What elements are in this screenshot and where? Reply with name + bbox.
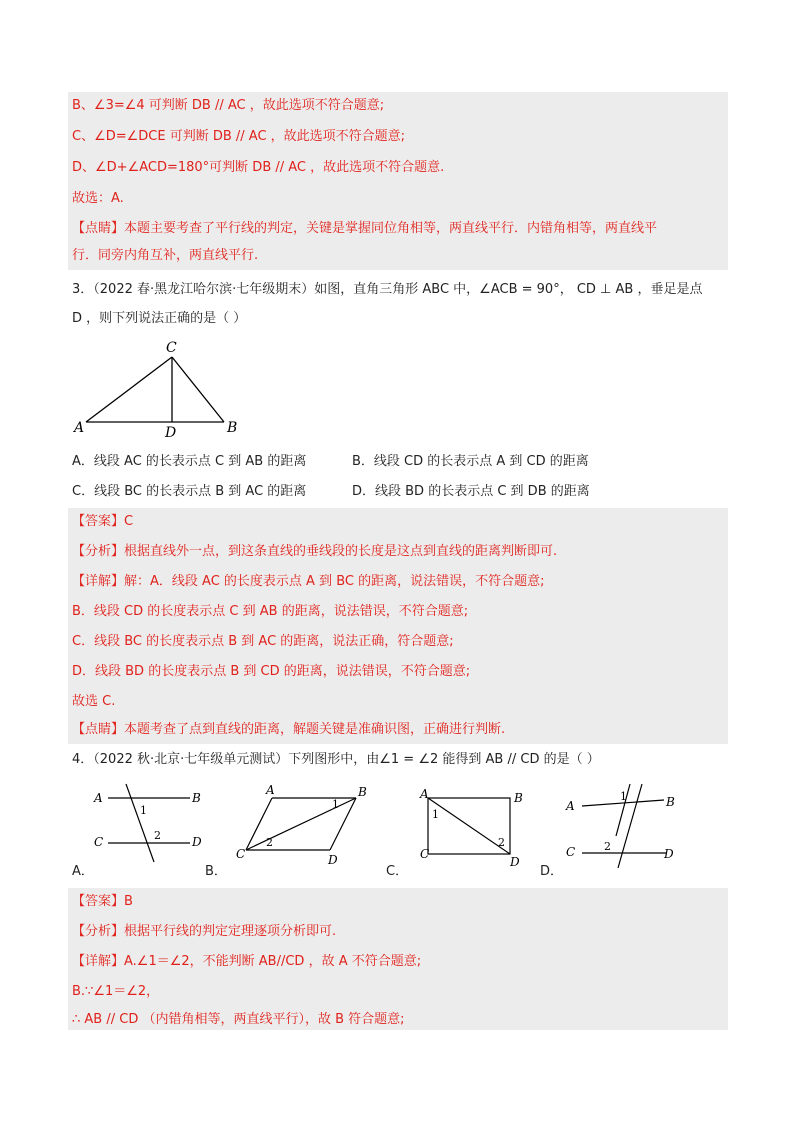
q4-analysis: 【分析】根据平行线的判定定理逐项分析即可. xyxy=(72,924,337,939)
solution-choice: 故选：A. xyxy=(72,191,124,206)
q4-answer: 【答案】B xyxy=(72,894,133,909)
label-c: C xyxy=(166,340,177,356)
svg-text:C: C xyxy=(94,835,104,849)
segment-ac xyxy=(86,357,172,422)
svg-text:A: A xyxy=(566,799,575,813)
q4-detail-2: B.∵∠1＝∠2， xyxy=(72,984,160,999)
q3-choice: 故选 C. xyxy=(72,694,116,709)
q3-option-b[interactable]: B．线段 CD 的长表示点 A 到 CD 的距离 xyxy=(352,454,589,469)
svg-text:B: B xyxy=(666,795,675,809)
q3-detail-1: 【详解】解：A．线段 AC 的长度表示点 A 到 BC 的距离，说法错误，不符合题意; xyxy=(72,574,545,589)
segment-bc xyxy=(172,357,224,422)
q4-figure-d xyxy=(560,780,690,870)
svg-text:2: 2 xyxy=(604,840,611,853)
question-4-stem: 4．（2022 秋·北京·七年级单元测试）下列图形中，由∠1 = ∠2 能得到 AB // CD 的是（ ） xyxy=(72,752,600,767)
q3-option-a[interactable]: A．线段 AC 的长表示点 C 到 AB 的距离 xyxy=(72,454,307,469)
q3-option-d[interactable]: D．线段 BD 的长表示点 C 到 DB 的距离 xyxy=(352,484,590,499)
svg-text:A: A xyxy=(266,783,275,797)
solution-block-previous xyxy=(68,92,728,270)
q3-detail-3: C．线段 BC 的长度表示点 B 到 AC 的距离，说法正确，符合题意; xyxy=(72,634,454,649)
question-3-stem-line-2: D ，则下列说法正确的是（ ） xyxy=(72,311,247,326)
q4-choice-d[interactable]: D． xyxy=(540,864,564,879)
q4-figure-a xyxy=(72,780,222,870)
svg-text:1: 1 xyxy=(620,790,627,803)
q4-choice-c[interactable]: C． xyxy=(386,864,409,879)
q4-choice-a[interactable]: A． xyxy=(72,864,94,879)
svg-text:2: 2 xyxy=(266,836,273,849)
svg-text:2: 2 xyxy=(154,829,161,842)
solution-line-d: D、∠D+∠ACD=180°可判断 DB // AC ，故此选项不符合题意. xyxy=(72,160,445,175)
comment-line-1: 【点睛】本题主要考查了平行线的判定，关键是掌握同位角相等，两直线平行．内错角相等，两直线平 xyxy=(72,221,658,236)
svg-text:1: 1 xyxy=(432,808,439,821)
svg-text:D: D xyxy=(510,855,520,869)
svg-text:A: A xyxy=(420,787,429,801)
q3-analysis: 【分析】根据直线外一点，到这条直线的垂线段的长度是这点到直线的距离判断即可. xyxy=(72,544,558,559)
q4-detail-3: ∴ AB // CD （内错角相等，两直线平行），故 B 符合题意; xyxy=(72,1012,405,1027)
q3-detail-4: D．线段 BD 的长度表示点 B 到 CD 的距离，说法错误，不符合题意; xyxy=(72,664,471,679)
svg-text:D: D xyxy=(664,847,674,861)
svg-text:C: C xyxy=(236,847,246,861)
svg-text:B: B xyxy=(514,791,523,805)
comment-line-2: 行．同旁内角互补，两直线平行. xyxy=(72,248,259,263)
label-d: D xyxy=(165,425,177,440)
svg-text:A: A xyxy=(94,791,103,805)
q4-figure-b xyxy=(228,780,378,870)
svg-text:B: B xyxy=(192,791,201,805)
question-3-stem-line-1: 3．（2022 春·黑龙江哈尔滨·七年级期末）如图，直角三角形 ABC 中，∠ACB = 90°， CD ⊥ AB ，垂足是点 xyxy=(72,282,703,297)
svg-text:1: 1 xyxy=(332,798,339,811)
question-3-figure xyxy=(70,336,250,440)
svg-text:C: C xyxy=(420,847,430,861)
svg-text:D: D xyxy=(328,853,338,867)
svg-text:C: C xyxy=(566,845,576,859)
solution-line-c: C、∠D=∠DCE 可判断 DB // AC ，故此选项不符合题意; xyxy=(72,129,406,144)
label-a: A xyxy=(74,420,85,436)
q3-detail-2: B．线段 CD 的长度表示点 C 到 AB 的距离，说法错误，不符合题意; xyxy=(72,604,469,619)
q4-figure-c xyxy=(410,780,530,870)
q3-answer: 【答案】C xyxy=(72,514,134,529)
svg-text:B: B xyxy=(358,785,367,799)
svg-text:1: 1 xyxy=(140,804,147,817)
svg-text:2: 2 xyxy=(498,836,505,849)
q4-choice-b[interactable]: B． xyxy=(205,864,227,879)
q4-detail-1: 【详解】A.∠1＝∠2，不能判断 AB//CD ，故 A 不符合题意; xyxy=(72,954,422,969)
q3-option-c[interactable]: C．线段 BC 的长表示点 B 到 AC 的距离 xyxy=(72,484,307,499)
solution-line-b: B、∠3=∠4 可判断 DB // AC ，故此选项不符合题意; xyxy=(72,98,385,113)
q3-comment: 【点睛】本题考查了点到直线的距离，解题关键是准确识图，正确进行判断. xyxy=(72,722,506,737)
label-b: B xyxy=(227,420,238,436)
svg-text:D: D xyxy=(192,835,202,849)
